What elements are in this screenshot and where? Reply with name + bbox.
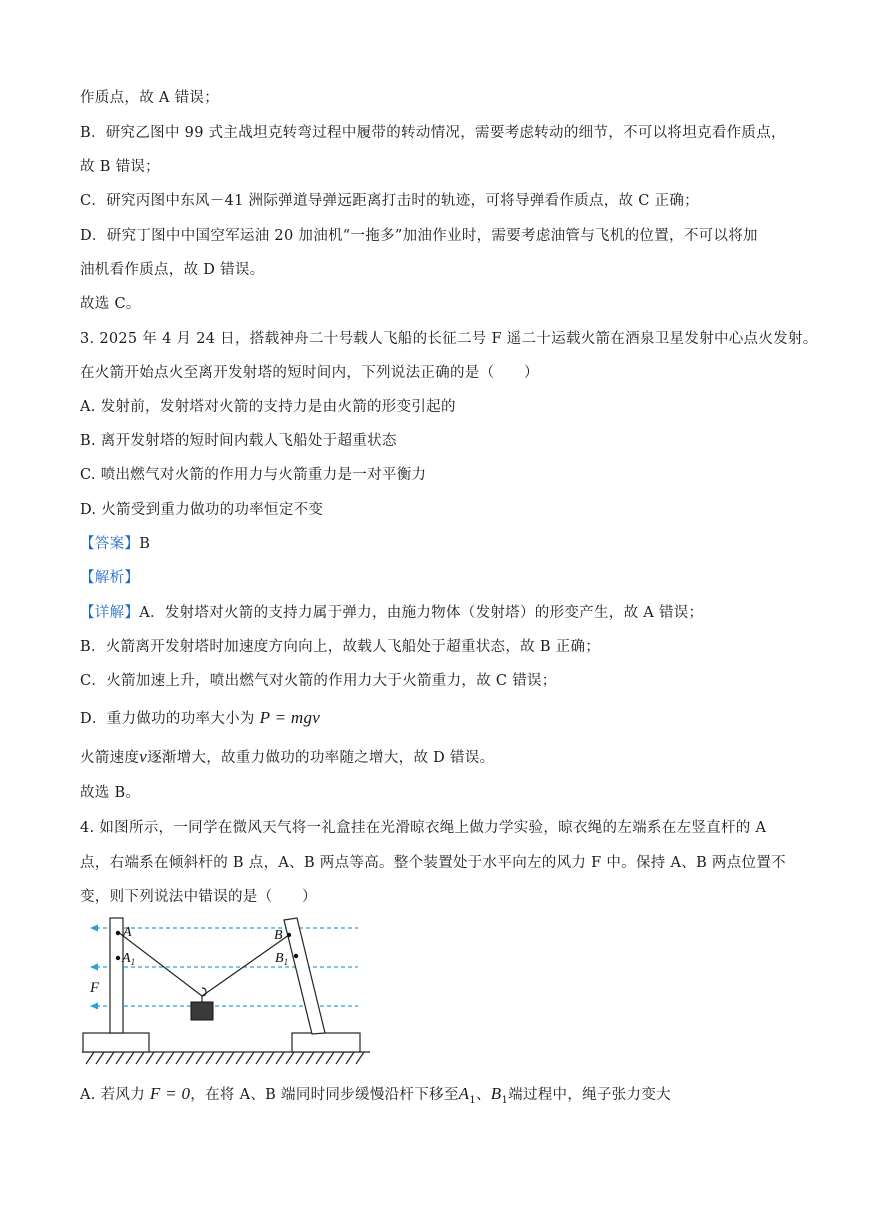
- answer-label: 【答案】: [80, 536, 140, 552]
- analysis-line: [80, 568, 139, 588]
- point-b-dot: [287, 933, 291, 937]
- gift-box: [191, 1002, 213, 1020]
- text-line: 火箭速度v逐渐增大，故重力做功的功率随之增大，故 D 错误。: [80, 747, 495, 766]
- text-line: D．研究丁图中中国空军运油 20 加油机“一拖多”加油作业时，需要考虑油管与飞机的位置，不可以将加: [80, 228, 758, 244]
- analysis-label: 【解析】: [80, 570, 140, 586]
- text-line: 故 B 错误；: [80, 159, 160, 175]
- clothesline-rope: [118, 932, 289, 996]
- text-line: 故选 C。: [80, 296, 141, 312]
- question-3-stem: 在火箭开始点火至离开发射塔的短时间内，下列说法正确的是（ ）: [80, 365, 539, 381]
- label-a1: $A_1$: [122, 951, 136, 967]
- ground: [82, 1052, 370, 1064]
- text-line: B．研究乙图中 99 式主战坦克转弯过程中履带的转动情况，需要考虑转动的细节，不可以将坦克看作质点，: [80, 125, 786, 141]
- question-4-stem: 变，则下列说法中错误的是（ ）: [80, 889, 317, 905]
- answer-value: B: [139, 536, 151, 552]
- label-f: F: [90, 980, 100, 996]
- detail-text: A．发射塔对火箭的支持力属于弹力，由施力物体（发射塔）的形变产生，故 A 错误；: [139, 605, 704, 621]
- left-pole: [110, 918, 123, 1033]
- left-base: [83, 1033, 149, 1052]
- option-d: D. 火箭受到重力做功的功率恒定不变: [80, 502, 324, 518]
- formula-wind-zero: F = 0: [149, 1084, 191, 1103]
- label-a: A: [123, 925, 132, 940]
- question-4-option-a: A. 若风力 F = 0，在将 A、B 端同时同步缓慢沿杆下移至$A_1$、$B_1$端过程中，绳子张力变大: [80, 1084, 671, 1106]
- clothesline-diagram: [78, 912, 378, 1072]
- detail-line: [80, 603, 703, 623]
- text-line: C．火箭加速上升，喷出燃气对火箭的作用力大于火箭重力，故 C 错误；: [80, 673, 557, 689]
- formula-line: [80, 708, 320, 729]
- detail-label: 【详解】: [80, 605, 140, 621]
- formula-power: P = mgv: [259, 708, 321, 727]
- point-b1-dot: [294, 954, 298, 958]
- text-line: B．火箭离开发射塔时加速度方向向上，故载人飞船处于超重状态，故 B 正确；: [80, 639, 601, 655]
- option-a: A. 发射前，发射塔对火箭的支持力是由火箭的形变引起的: [80, 399, 456, 415]
- velocity-symbol: v: [139, 747, 148, 766]
- wind-lines: [96, 928, 358, 1006]
- option-b: B. 离开发射塔的短时间内载人飞船处于超重状态: [80, 433, 397, 449]
- right-base: [292, 1033, 360, 1052]
- point-a-dot: [116, 931, 120, 935]
- point-a1-dot: [116, 956, 120, 960]
- text-line: 作质点，故 A 错误；: [80, 90, 219, 106]
- question-4-stem: 点，右端系在倾斜杆的 B 点，A、B 两点等高。整个装置处于水平向左的风力 F 中。保持 A、B 两点位置不: [80, 855, 786, 871]
- text-line: 油机看作质点，故 D 错误。: [80, 262, 265, 278]
- option-c: C. 喷出燃气对火箭的作用力与火箭重力是一对平衡力: [80, 467, 427, 483]
- question-3-stem: 3. 2025 年 4 月 24 日，搭载神舟二十号载人飞船的长征二号 F 遥二十运载火箭在酒泉卫星发射中心点火发射。: [80, 331, 818, 347]
- question-4-stem: 4. 如图所示，一同学在微风天气将一礼盒挂在光滑晾衣绳上做力学实验，晾衣绳的左端系在左竖直杆的 A: [80, 820, 767, 836]
- label-b: B: [274, 928, 283, 943]
- answer-line: [80, 534, 150, 554]
- label-b1: $B_1$: [275, 951, 289, 967]
- text-line: C．研究丙图中东风－41 洲际弹道导弹远距离打击时的轨迹，可将导弹看作质点，故 C 正确；: [80, 193, 699, 209]
- wind-arrowheads: [90, 925, 98, 1010]
- formula-text: D．重力做功的功率大小为: [80, 711, 255, 727]
- text-line: 故选 B。: [80, 785, 141, 801]
